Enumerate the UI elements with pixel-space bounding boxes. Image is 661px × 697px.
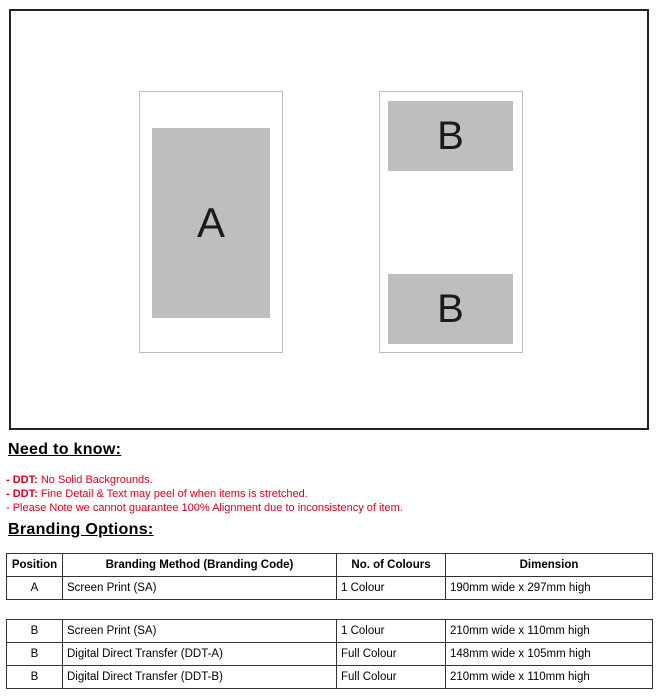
- table-row: [7, 666, 653, 689]
- branding-options-heading: Branding Options:: [8, 521, 154, 538]
- cell-dimension: 148mm wide x 105mm high: [446, 643, 653, 666]
- note-line: - DDT: No Solid Backgrounds.: [6, 474, 153, 486]
- note-line: - Please Note we cannot guarantee 100% Alignment due to inconsistency of item.: [6, 502, 403, 514]
- table-row: [7, 643, 653, 666]
- cell-colours: Full Colour: [337, 666, 446, 689]
- cell-method: Digital Direct Transfer (DDT-A): [63, 643, 337, 666]
- cell-method: Screen Print (SA): [63, 620, 337, 643]
- table-row: [7, 577, 653, 600]
- print-zone-a: [152, 128, 270, 318]
- column-header: Dimension: [446, 554, 653, 577]
- cell-dimension: 190mm wide x 297mm high: [446, 577, 653, 600]
- cell-position: B: [7, 666, 63, 689]
- branding-table-position-b: [6, 619, 653, 689]
- column-header: Branding Method (Branding Code): [63, 554, 337, 577]
- branding-position-diagram: [9, 9, 649, 430]
- cell-method: Digital Direct Transfer (DDT-B): [63, 666, 337, 689]
- product-panel-a: [139, 91, 283, 353]
- zone-label: B: [437, 286, 464, 331]
- cell-colours: 1 Colour: [337, 620, 446, 643]
- need-to-know-heading: Need to know:: [8, 441, 122, 458]
- column-header: Position: [7, 554, 63, 577]
- cell-position: B: [7, 620, 63, 643]
- branding-table-position-a: [6, 553, 653, 600]
- print-zone-b-top: [388, 101, 513, 171]
- cell-method: Screen Print (SA): [63, 577, 337, 600]
- need-to-know-notes: [6, 473, 403, 515]
- cell-position: A: [7, 577, 63, 600]
- cell-position: B: [7, 643, 63, 666]
- product-panel-b: [379, 91, 523, 353]
- cell-dimension: 210mm wide x 110mm high: [446, 666, 653, 689]
- note-line: - DDT: Fine Detail & Text may peel of when items is stretched.: [6, 488, 308, 500]
- zone-label: A: [196, 199, 225, 246]
- column-header: No. of Colours: [337, 554, 446, 577]
- table-header-row: [7, 554, 653, 577]
- zone-label: B: [437, 113, 464, 158]
- print-zone-b-bottom: [388, 274, 513, 344]
- cell-colours: Full Colour: [337, 643, 446, 666]
- cell-colours: 1 Colour: [337, 577, 446, 600]
- cell-dimension: 210mm wide x 110mm high: [446, 620, 653, 643]
- table-row: [7, 620, 653, 643]
